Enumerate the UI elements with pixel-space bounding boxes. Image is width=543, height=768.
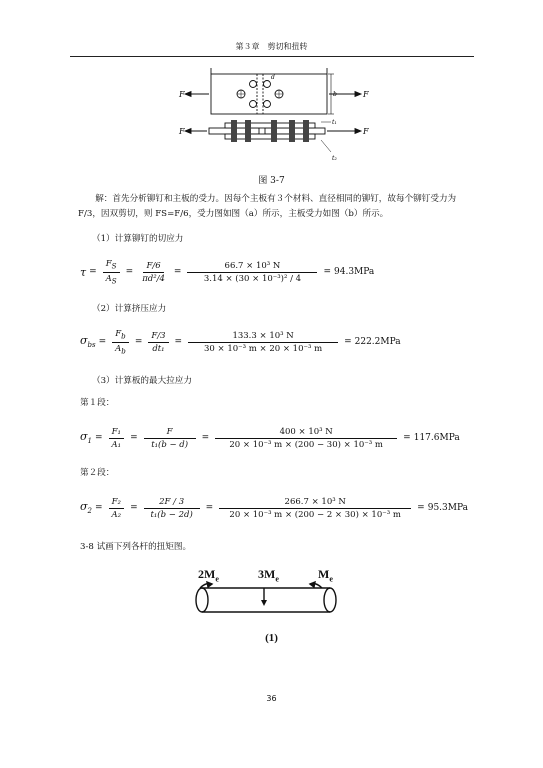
- eq2-f3-den: 30 × 10⁻³ m × 20 × 10⁻³ m: [204, 343, 323, 354]
- eq3-lhs-sub: 1: [87, 437, 92, 446]
- page-number: 36: [266, 694, 277, 703]
- eq4-result: 95.3MPa: [427, 503, 468, 513]
- eq4-f3-den: 20 × 10⁻³ m × (200 − 2 × 30) × 10⁻³ m: [229, 509, 401, 520]
- eq1-f1-num-sub: S: [111, 261, 117, 271]
- riveted-joint-figure: [175, 62, 375, 172]
- eq2-f1-num: F: [115, 328, 122, 339]
- eq2-result: 222.2MPa: [354, 337, 401, 347]
- dim-d-label: d: [271, 74, 275, 81]
- eq4-f2-den: t₁(b − 2d): [150, 509, 193, 520]
- eq2-lhs-sub: bs: [87, 341, 96, 350]
- eq2-f1-num-sub: b: [121, 331, 126, 341]
- eq2-f2-den: dt₁: [152, 343, 165, 354]
- eq3-lhs: σ: [80, 430, 88, 444]
- segment1-label: 第１段：: [80, 398, 115, 408]
- dim-t1-label: t₁: [332, 119, 337, 126]
- shaft-figure: [180, 580, 355, 620]
- eq3-f2-den: t₁(b − d): [151, 439, 189, 450]
- torque-label-3-text: M: [318, 567, 330, 581]
- equation-bearing-stress: $\sigma_{bs}$ = $\frac{F_b}{A_b}$ = $\frac{F/3}{\text{dt₁}}$ = $\frac{\text{133.3 × 10³ N}}{\text{30 × 10⁻³ m × 20 × 10⁻³ m}}$ = 222.2MPa: [80, 328, 401, 356]
- eq4-f1-num: F₂: [109, 497, 124, 509]
- eq2-f1-den: A: [115, 343, 122, 354]
- eq3-f2-num: F: [144, 427, 196, 439]
- header-rule: [70, 56, 474, 57]
- torque-label-1-sub: e: [215, 574, 219, 584]
- segment2-label: 第２段：: [80, 468, 115, 478]
- eq2-f3-num: 133.3 × 10³ N: [188, 331, 338, 343]
- eq1-f2-num: F/6: [143, 261, 163, 273]
- eq2-lhs: σ: [80, 334, 88, 348]
- step1-heading: （1）计算铆钉的切应力: [92, 234, 184, 244]
- solution-intro: 解：首先分析铆钉和主板的受力。因每个主板有３个材料、直径相同的铆钉，故每个铆钉受力为 F/3，因双剪切，则 FS=F/6，受力图如图（a）所示，主板受力如图（b）所示。: [78, 194, 457, 219]
- equation-tensile-stress-1: $\sigma_1$ = $\frac{\text{F₁}}{\text{A₁}}$ = $\frac{F}{\text{t₁(b − d)}}$ = $\frac{\text{400 × 10³ N}}{\text{20 × 10⁻³ m × (200 − 30) × 10⁻³ m}}$ = 117.6MPa: [80, 426, 460, 450]
- dim-b-label: b: [333, 91, 337, 98]
- step2-heading: （2）计算挤压应力: [92, 304, 167, 314]
- step3-heading: （3）计算板的最大拉应力: [92, 376, 192, 386]
- eq3-f3-num: 400 × 10³ N: [215, 427, 397, 439]
- eq1-f2-den: πd²/4: [142, 273, 165, 284]
- eq1-f3-den: 3.14 × (30 × 10⁻³)² / 4: [203, 273, 302, 284]
- page-header: 第３章 剪切和扭转: [235, 42, 308, 51]
- torque-label-1-text: 2M: [198, 567, 216, 581]
- eq4-f3-num: 266.7 × 10³ N: [219, 497, 411, 509]
- figure-caption: 图 3-7: [258, 176, 285, 186]
- torque-label-2-text: 3M: [258, 567, 276, 581]
- eq1-f1-num: F: [105, 258, 112, 269]
- eq1-f3-num: 66.7 × 10³ N: [187, 261, 317, 273]
- eq4-lhs-sub: 2: [87, 507, 92, 516]
- eq3-result: 117.6MPa: [413, 433, 460, 443]
- dim-t2-label: t₂: [332, 155, 337, 162]
- equation-shear-stress: τ = $\frac{F_S}{A_S}$ = $\frac{F/6}{\text{πd²/4}}$ = $\frac{\text{66.7 × 10³ N}}{\text{3.14 × (30 × 10⁻³)² / 4}}$ = 94.3MPa: [80, 258, 375, 286]
- eq2-f2-num: F/3: [148, 331, 168, 343]
- eq1-f1-den-sub: S: [111, 276, 117, 286]
- eq1-lhs: τ: [80, 265, 87, 279]
- eq1-f1-den: A: [105, 273, 112, 284]
- eq3-f1-num: F₁: [109, 427, 124, 439]
- torque-label-3-sub: e: [329, 574, 333, 584]
- force-label-right-bottom: F: [363, 127, 369, 136]
- eq4-lhs: σ: [80, 500, 88, 514]
- force-label-right-top: F: [363, 90, 369, 99]
- shaft-caption: (1): [265, 632, 278, 644]
- eq4-f1-den: A₂: [111, 509, 122, 520]
- problem-3-8-text: 3-8 试画下列各杆的扭矩图。: [80, 542, 192, 552]
- force-label-left-bottom: F: [179, 127, 185, 136]
- torque-label-2-sub: e: [275, 574, 279, 584]
- force-label-left-top: F: [179, 90, 185, 99]
- eq3-f1-den: A₁: [111, 439, 122, 450]
- eq2-f1-den-sub: b: [121, 346, 126, 356]
- eq1-result: 94.3MPa: [334, 267, 375, 277]
- eq3-f3-den: 20 × 10⁻³ m × (200 − 30) × 10⁻³ m: [229, 439, 383, 450]
- eq4-f2-num: 2F / 3: [144, 497, 200, 509]
- equation-tensile-stress-2: $\sigma_2$ = $\frac{\text{F₂}}{\text{A₂}}$ = $\frac{2F / 3}{\text{t₁(b − 2d)}}$ = $\frac{\text{266.7 × 10³ N}}{\text{20 × 10⁻³ m × (200 − 2 × 30) × 10⁻³ m}}$ = 95.3MPa: [80, 496, 468, 520]
